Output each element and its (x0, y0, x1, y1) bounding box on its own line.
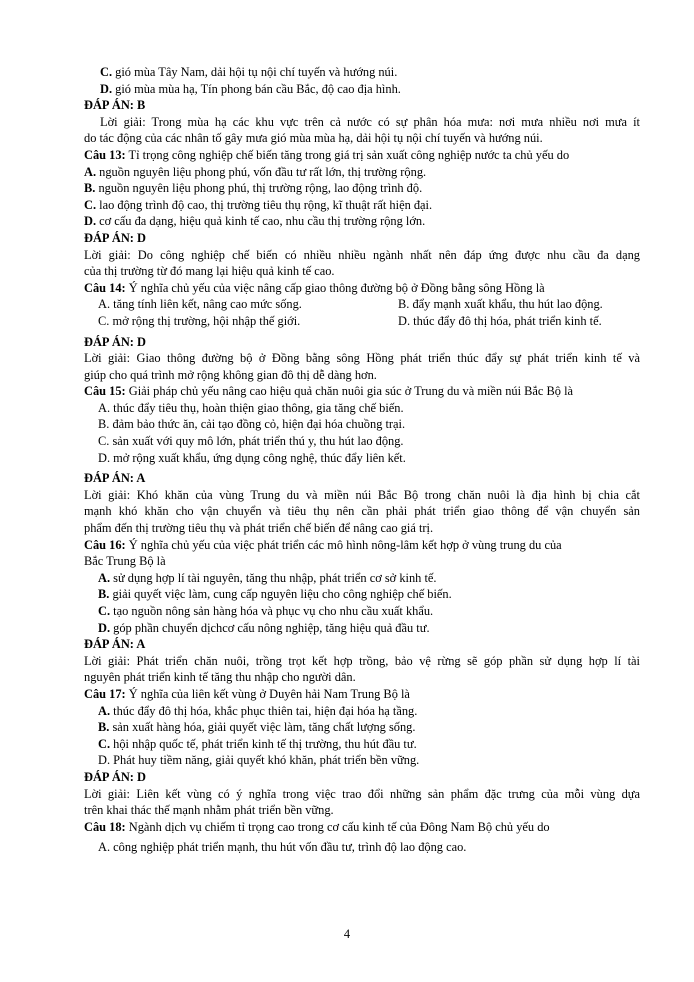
text-line: Bắc Trung Bộ là (84, 554, 166, 569)
text-line: A. công nghiệp phát triển mạnh, thu hút vốn đầu tư, trình độ lao động cao. (98, 840, 467, 855)
question-text: Ý nghĩa của liên kết vùng ở Duyên hải Nam Trung Bộ là (125, 686, 410, 701)
explanation (84, 653, 640, 686)
explanation-line: trên khai thác thế mạnh nhằm phát triển bền vững. (84, 803, 334, 818)
text-line: D. mở rộng xuất khẩu, ứng dụng công nghệ, thúc đẩy liên kết. (98, 450, 406, 465)
explanation (84, 487, 640, 537)
option-label: B. (84, 181, 96, 196)
option-text: nguồn nguyên liệu phong phú, thị trường rộng, lao động trình độ. (95, 181, 423, 196)
answer-key: ĐÁP ÁN: D (84, 769, 146, 784)
option-text: gió mùa Tây Nam, dải hội tụ nội chí tuyến và hướng núi. (112, 65, 398, 79)
question (84, 147, 640, 164)
answer-option: B. đẩy mạnh xuất khẩu, thu hút lao động. (398, 297, 603, 312)
question-number: Câu 16: (84, 537, 126, 552)
explanation-line: Lời giải: Phát triển chăn nuôi, trồng trọt kết hợp trồng, bảo vệ rừng sẽ góp phần sử dụng hợp lí tài (84, 653, 640, 668)
page-content (84, 64, 640, 856)
option-label: C. (98, 604, 111, 618)
option-label: A. (84, 164, 97, 179)
answer-key: ĐÁP ÁN: D (84, 334, 146, 349)
explanation-line: Lời giải: Liên kết vùng có ý nghĩa trong việc trao đổi những sản phẩm đặc trưng của mỗi vùng dựa (84, 786, 640, 801)
answer-option (84, 81, 640, 98)
question-number: Câu 13: (84, 147, 126, 162)
option-row (84, 296, 640, 313)
answer-option (84, 703, 640, 720)
option-label: C. (98, 736, 111, 751)
option-label: B. (98, 587, 110, 602)
answer-option: D. thúc đẩy đô thị hóa, phát triển kinh tế. (398, 313, 602, 328)
option-text: giải quyết việc làm, cung cấp nguyên liệu cho công nghiệp chế biến. (109, 587, 452, 602)
answer-key: ĐÁP ÁN: D (84, 230, 146, 245)
option-text: lao động trình độ cao, thị trường tiêu thụ rộng, kĩ thuật rất hiện đại. (96, 197, 433, 212)
explanation-line: Lời giải: Khó khăn của vùng Trung du và miền núi Bắc Bộ trong chăn nuôi là địa hình bị chia cắt (84, 487, 640, 502)
option-label: C. (84, 197, 97, 212)
explanation-line: do tác động của các nhân tố gây mưa gió mùa mùa hạ, dải hội tụ nội chí tuyến và hướng núi. (84, 131, 543, 146)
option-label: A. (98, 570, 111, 585)
answer-option (84, 213, 640, 230)
option-text: tạo nguồn nông sản hàng hóa và phục vụ cho nhu cầu xuất khẩu. (110, 604, 434, 618)
answer-key: ĐÁP ÁN: A (84, 471, 146, 486)
explanation-line: của thị trường từ đó mang lại hiệu quả kinh tế cao. (84, 264, 335, 279)
question-text: Ngành dịch vụ chiếm tỉ trọng cao trong cơ cấu kinh tế của Đông Nam Bộ chủ yếu do (125, 819, 550, 834)
question (84, 686, 640, 703)
answer-option (84, 620, 640, 637)
option-label: A. (98, 703, 111, 718)
question (84, 819, 640, 836)
answer-option (84, 64, 640, 81)
option-text: gió mùa mùa hạ, Tín phong bán cầu Bắc, độ cao địa hình. (112, 81, 401, 96)
question (84, 383, 640, 400)
explanation-line: Lời giải: Trong mùa hạ các khu vực trên cả nước có sự phân hóa mưa: nơi mưa nhiều nơi mưa ít (100, 114, 640, 129)
question-text: Giải pháp chủ yếu nâng cao hiệu quả chăn nuôi gia súc ở Trung du và miền núi Bắc Bộ là (125, 384, 574, 399)
option-text: sản xuất hàng hóa, giải quyết việc làm, tăng chất lượng sống. (109, 720, 416, 735)
answer-option (84, 570, 640, 587)
question-number: Câu 18: (84, 819, 126, 834)
question-text: Ý nghĩa chủ yếu của việc nâng cấp giao thông đường bộ ở Đồng bằng sông Hồng là (125, 280, 545, 295)
question-number: Câu 14: (84, 280, 126, 295)
text-line: D. Phát huy tiềm năng, giải quyết khó khăn, phát triển bền vững. (98, 753, 420, 768)
option-text: nguồn nguyên liệu phong phú, vốn đầu tư rất lớn, thị trường rộng. (96, 164, 427, 179)
answer-option (84, 180, 640, 197)
explanation (84, 350, 640, 383)
question-text: Ý nghĩa chủ yếu của việc phát triển các mô hình nông-lâm kết hợp ở vùng trung du của (125, 537, 562, 552)
answer-key: ĐÁP ÁN: A (84, 637, 146, 652)
explanation-line: mạnh khó khăn cho vận chuyển và tiêu thụ nên cần phải phát triển giao thông để vận chuyển sản (84, 504, 640, 519)
question-number: Câu 17: (84, 686, 126, 701)
answer-option (84, 586, 640, 603)
option-text: góp phần chuyển dịchcơ cấu nông nghiệp, tăng hiệu quả đầu tư. (110, 620, 430, 635)
explanation-line: Lời giải: Giao thông đường bộ ở Đồng bằng sông Hồng phát triển thúc đẩy sự phát triển kinh tế và (84, 351, 640, 366)
option-text: hội nhập quốc tế, phát triển kinh tế thị trường, thu hút đầu tư. (110, 736, 417, 751)
option-label: C. (100, 65, 113, 79)
page-number: 4 (343, 927, 351, 941)
text-line: B. đảm bảo thức ăn, cải tạo đồng cỏ, hiện đại hóa chuồng trại. (98, 417, 406, 432)
answer-option (84, 197, 640, 214)
question (84, 280, 640, 297)
option-label: B. (98, 720, 110, 735)
explanation (84, 247, 640, 280)
option-text: cơ cấu đa dạng, hiệu quả kinh tế cao, nhu cầu thị trường rộng lớn. (96, 214, 426, 229)
answer-option: A. tăng tính liên kết, nâng cao mức sống. (98, 297, 302, 312)
explanation-line: phẩm đến thị trường tiêu thụ và phát triển chế biến để nâng cao giá trị. (84, 521, 434, 536)
answer-option (84, 736, 640, 753)
answer-option: C. mở rộng thị trường, hội nhập thế giới. (98, 313, 301, 328)
text-line: C. sản xuất với quy mô lớn, phát triển thú y, thu hút lao động. (98, 434, 404, 449)
explanation-line: nguyên phát triển kinh tế tăng thu nhập cho người dân. (84, 670, 356, 685)
question-number: Câu 15: (84, 384, 126, 399)
option-label: D. (98, 620, 111, 635)
answer-option (84, 164, 640, 181)
explanation-line: Lời giải: Do công nghiệp chế biến có nhiều nhiều ngành nhất nên đáp ứng được nhu cầu đa dạng (84, 247, 640, 262)
answer-option (84, 603, 640, 620)
explanation-line: giúp cho quá trình mở rộng không gian đô thị dễ dàng hơn. (84, 367, 377, 382)
answer-option (84, 719, 640, 736)
text-line: A. thúc đẩy tiêu thụ, hoàn thiện giao thông, gia tăng chế biến. (98, 400, 404, 415)
explanation (84, 786, 640, 819)
option-text: thúc đẩy đô thị hóa, khắc phục thiên tai, hiện đại hóa hạ tầng. (110, 703, 418, 718)
option-label: D. (84, 214, 97, 229)
explanation (84, 114, 640, 147)
option-text: sử dụng hợp lí tài nguyên, tăng thu nhập, phát triển cơ sở kinh tế. (110, 570, 437, 585)
option-label: D. (100, 81, 113, 96)
question (84, 537, 640, 554)
answer-key: ĐÁP ÁN: B (84, 98, 146, 113)
question-text: Tỉ trọng công nghiệp chế biến tăng trong giá trị sản xuất công nghiệp nước ta chủ yếu do (125, 147, 570, 162)
option-row (84, 313, 640, 330)
